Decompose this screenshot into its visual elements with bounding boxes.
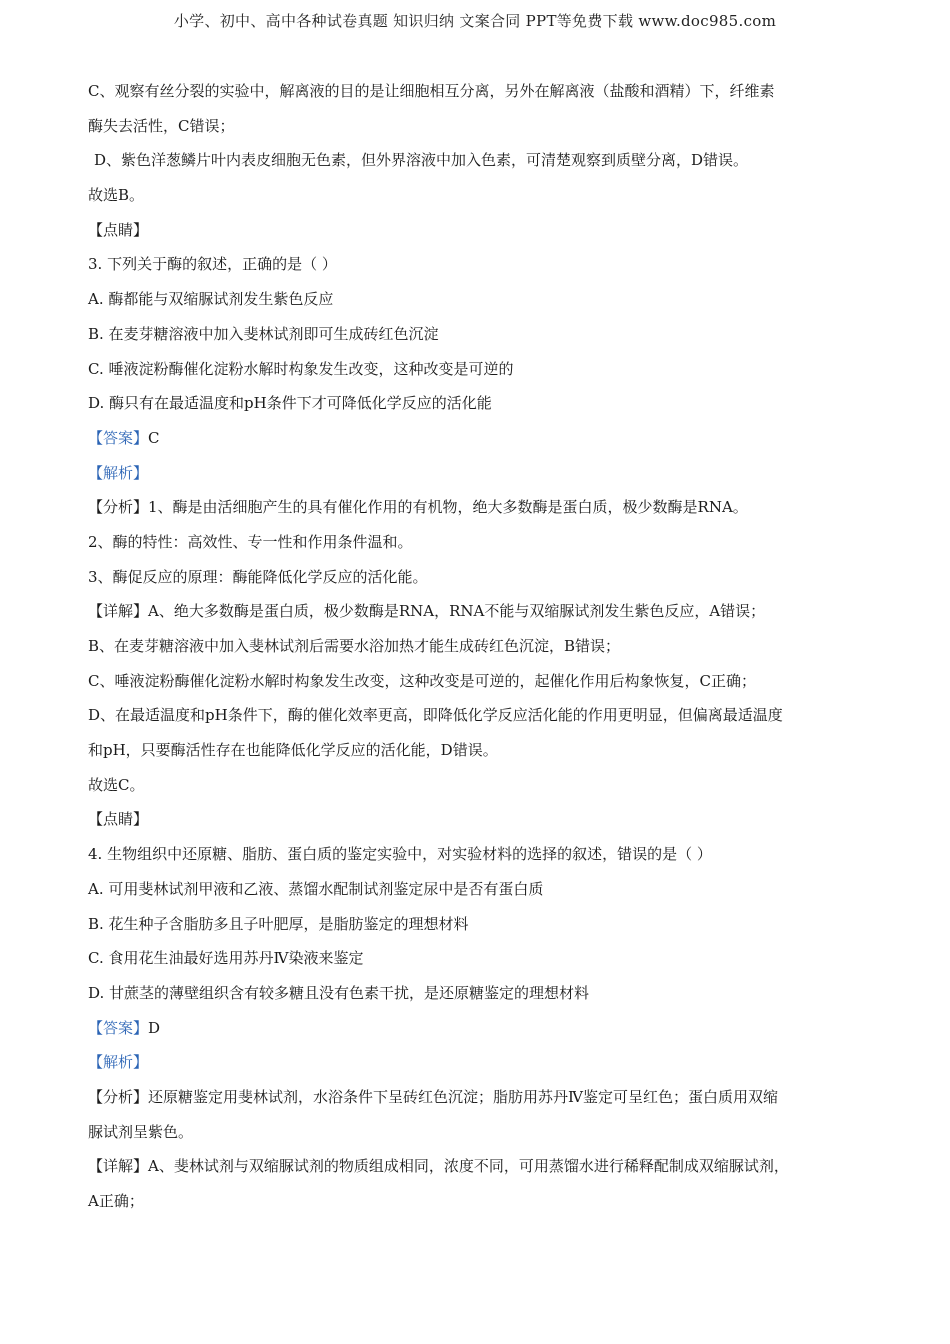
question-3-option-a: A. 酶都能与双缩脲试剂发生紫色反应	[88, 290, 334, 309]
text-line: 故选C。	[88, 775, 145, 794]
text-line: 故选B。	[88, 186, 145, 205]
question-4-option-a: A. 可用斐林试剂甲液和乙液、蒸馏水配制试剂鉴定尿中是否有蛋白质	[88, 879, 544, 898]
text-line: 酶失去活性，C错误；	[88, 116, 235, 135]
text-line: C、观察有丝分裂的实验中，解离液的目的是让细胞相互分离，另外在解离液（盐酸和酒精）下，纤维素	[88, 82, 775, 100]
answer-line-4	[88, 1011, 860, 1046]
answer-label: 【答案】	[88, 1018, 149, 1037]
question-4-option-c: C. 食用花生油最好选用苏丹Ⅳ染液来鉴定	[88, 949, 364, 968]
answer-label: 【答案】	[88, 428, 149, 447]
analysis-label: 【解析】	[88, 463, 149, 482]
text-line: D、紫色洋葱鳞片叶内表皮细胞无色素，但外界溶液中加入色素，可清楚观察到质壁分离，D错误。	[94, 151, 749, 170]
answer-value: C	[148, 428, 160, 447]
text-line: A正确；	[88, 1192, 144, 1210]
document-body	[88, 74, 860, 1219]
text-line: B、在麦芽糖溶液中加入斐林试剂后需要水浴加热才能生成砖红色沉淀，B错误；	[88, 637, 621, 655]
page-header: 小学、初中、高中各种试卷真题 知识归纳 文案合同 PPT等免费下载 www.doc985.com	[173, 12, 777, 30]
question-3-option-c: C. 唾液淀粉酶催化淀粉水解时构象发生改变，这种改变是可逆的	[88, 359, 514, 378]
text-line: 2、酶的特性：高效性、专一性和作用条件温和。	[88, 532, 413, 551]
text-line: 【分析】1、酶是由活细胞产生的具有催化作用的有机物，绝大多数酶是蛋白质，极少数酶是RNA。	[88, 498, 748, 517]
text-line: 【详解】A、斐林试剂与双缩脲试剂的物质组成相同，浓度不同，可用蒸馏水进行稀释配制成双缩脲试剂，	[88, 1157, 789, 1176]
question-3-option-b: B. 在麦芽糖溶液中加入斐林试剂即可生成砖红色沉淀	[88, 324, 439, 343]
question-3-stem: 3. 下列关于酶的叙述，正确的是（ ）	[88, 255, 337, 274]
question-4-option-b: B. 花生种子含脂肪多且子叶肥厚，是脂肪鉴定的理想材料	[88, 914, 469, 933]
text-line: D、在最适温度和pH条件下，酶的催化效率更高，即降低化学反应活化能的作用更明显，但偏离最适温度	[88, 706, 783, 725]
analysis-line-4	[88, 1045, 860, 1080]
question-4-option-d: D. 甘蔗茎的薄壁组织含有较多糖且没有色素干扰，是还原糖鉴定的理想材料	[88, 983, 590, 1002]
analysis-label: 【解析】	[88, 1053, 149, 1072]
note-heading: 【点睛】	[88, 220, 149, 239]
text-line: C、唾液淀粉酶催化淀粉水解时构象发生改变，这种改变是可逆的，起催化作用后构象恢复，C正确；	[88, 671, 756, 690]
answer-value: D	[148, 1018, 161, 1037]
text-line: 【分析】还原糖鉴定用斐林试剂，水浴条件下呈砖红色沉淀；脂肪用苏丹Ⅳ鉴定可呈红色；蛋白质用双缩	[88, 1087, 778, 1106]
analysis-line-3	[88, 456, 860, 491]
question-3-option-d: D. 酶只有在最适温度和pH条件下才可降低化学反应的活化能	[88, 394, 492, 413]
answer-line-3	[88, 421, 860, 456]
text-line: 【详解】A、绝大多数酶是蛋白质，极少数酶是RNA，RNA不能与双缩脲试剂发生紫色反应，A错误；	[88, 602, 766, 621]
text-line: 3、酶促反应的原理：酶能降低化学反应的活化能。	[88, 567, 428, 586]
text-line: 和pH，只要酶活性存在也能降低化学反应的活化能，D错误。	[88, 741, 498, 760]
note-heading: 【点睛】	[88, 810, 149, 829]
question-4-stem: 4. 生物组织中还原糖、脂肪、蛋白质的鉴定实验中，对实验材料的选择的叙述，错误的是（ ）	[88, 845, 712, 864]
text-line: 脲试剂呈紫色。	[88, 1122, 194, 1141]
